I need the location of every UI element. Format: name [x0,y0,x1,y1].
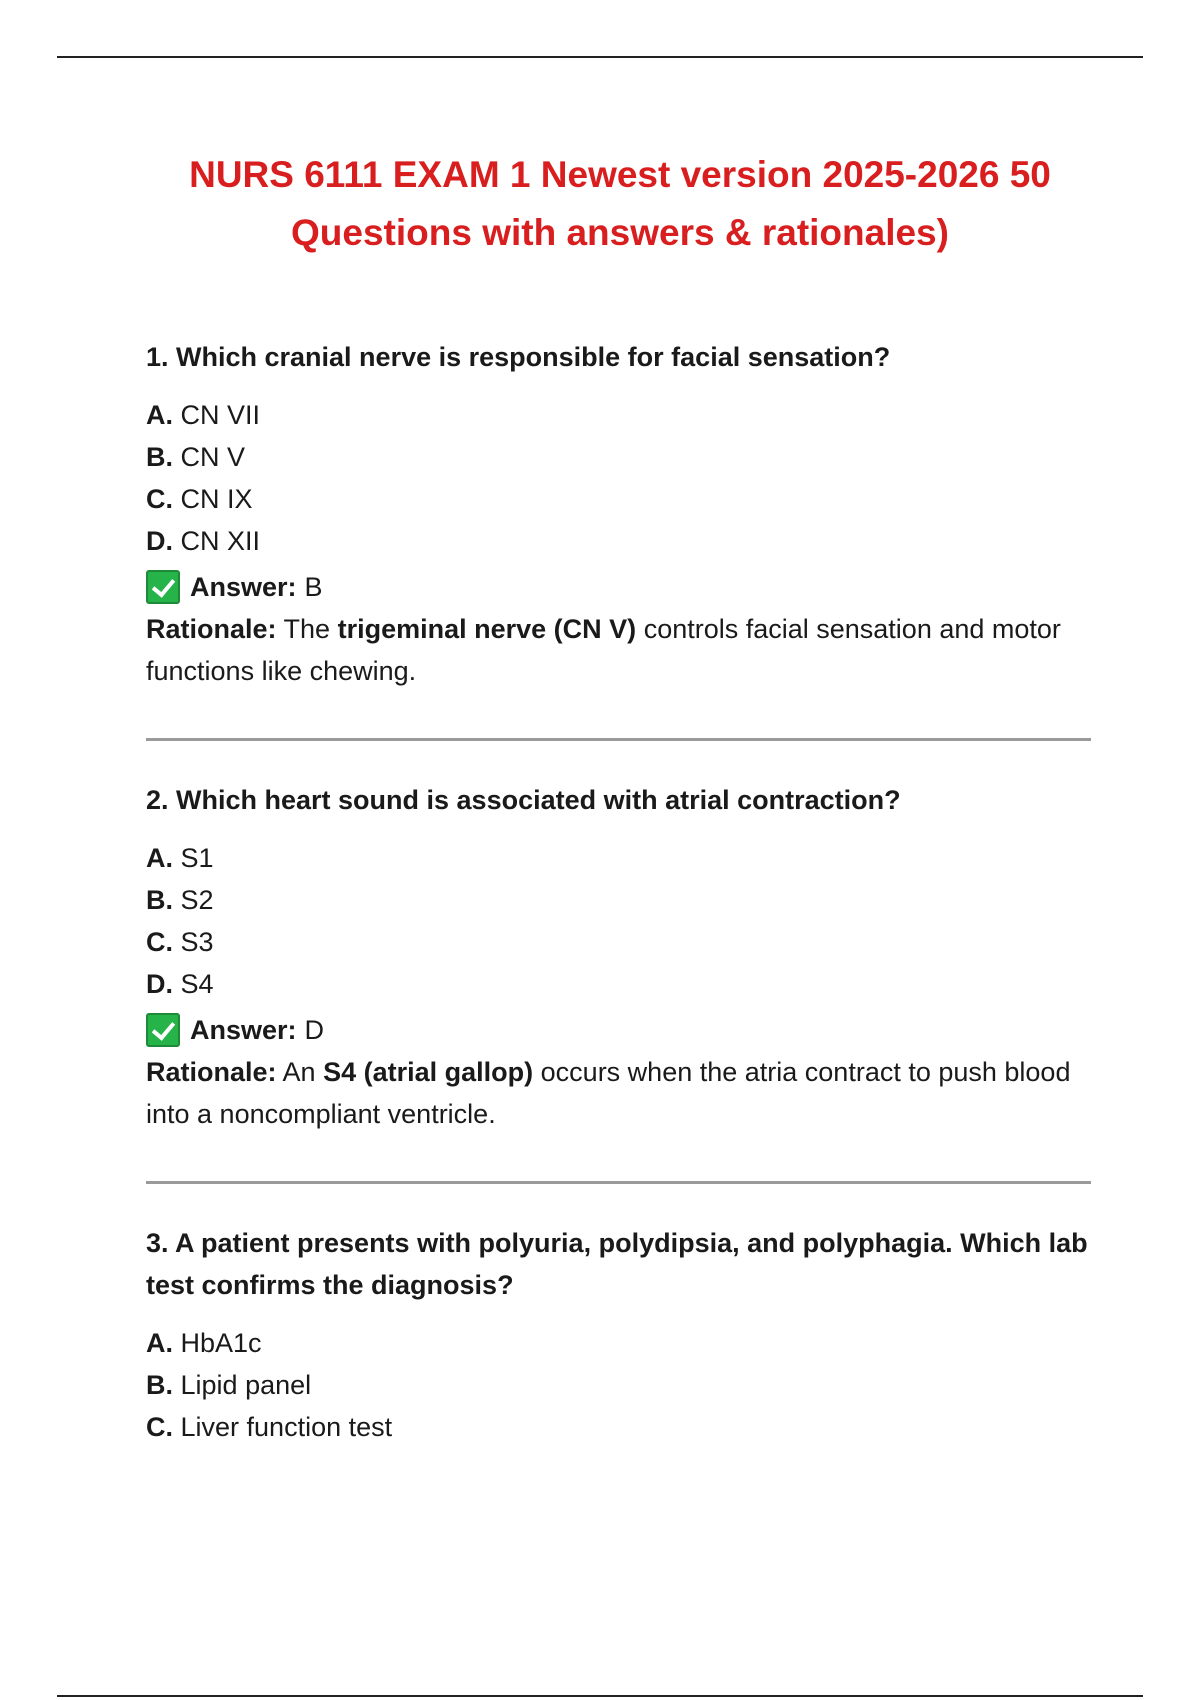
answer-label: Answer: [190,1015,297,1045]
question-1-text: 1. Which cranial nerve is responsible for facial sensation? [146,342,891,372]
question-1-option-a: A. CN VII [146,400,261,430]
question-1-answer [146,566,1091,608]
section-divider [146,1181,1091,1184]
question-list [146,336,1091,1448]
question-2-rationale: Rationale: An S4 (atrial gallop) occurs when the atria contract to push blood into a noncompliant ventricle. [146,1057,1071,1129]
footer-rule [57,1695,1143,1697]
section-divider [146,738,1091,741]
question-2 [146,779,1091,1135]
answer-value: B [304,572,323,602]
question-2-option-a: A. S1 [146,843,214,873]
question-2-answer [146,1009,1091,1051]
answer-value: D [304,1015,325,1045]
question-3-option-a: A. HbA1c [146,1328,262,1358]
question-2-option-d: D. S4 [146,969,214,999]
question-2-option-c: C. S3 [146,927,214,957]
question-2-text: 2. Which heart sound is associated with atrial contraction? [146,785,901,815]
question-1-option-c: C. CN IX [146,484,253,514]
title-line-1: NURS 6111 EXAM 1 Newest version 2025-2026 50 [189,154,1051,195]
check-mark-icon [146,1013,180,1047]
question-1-rationale: Rationale: The trigeminal nerve (CN V) controls facial sensation and motor functions like chewing. [146,614,1061,686]
document-title [100,146,1140,262]
question-3 [146,1222,1091,1448]
question-1 [146,336,1091,692]
header-rule [57,56,1143,58]
answer-label: Answer: [190,572,297,602]
question-3-option-c: C. Liver function test [146,1412,393,1442]
check-mark-icon [146,570,180,604]
question-3-text: 3. A patient presents with polyuria, polydipsia, and polyphagia. Which lab test confirms the diagnosis? [146,1228,1088,1300]
question-2-option-b: B. S2 [146,885,214,915]
question-1-option-b: B. CN V [146,442,246,472]
question-1-option-d: D. CN XII [146,526,261,556]
question-3-option-b: B. Lipid panel [146,1370,312,1400]
title-line-2: Questions with answers & rationales) [291,212,949,253]
